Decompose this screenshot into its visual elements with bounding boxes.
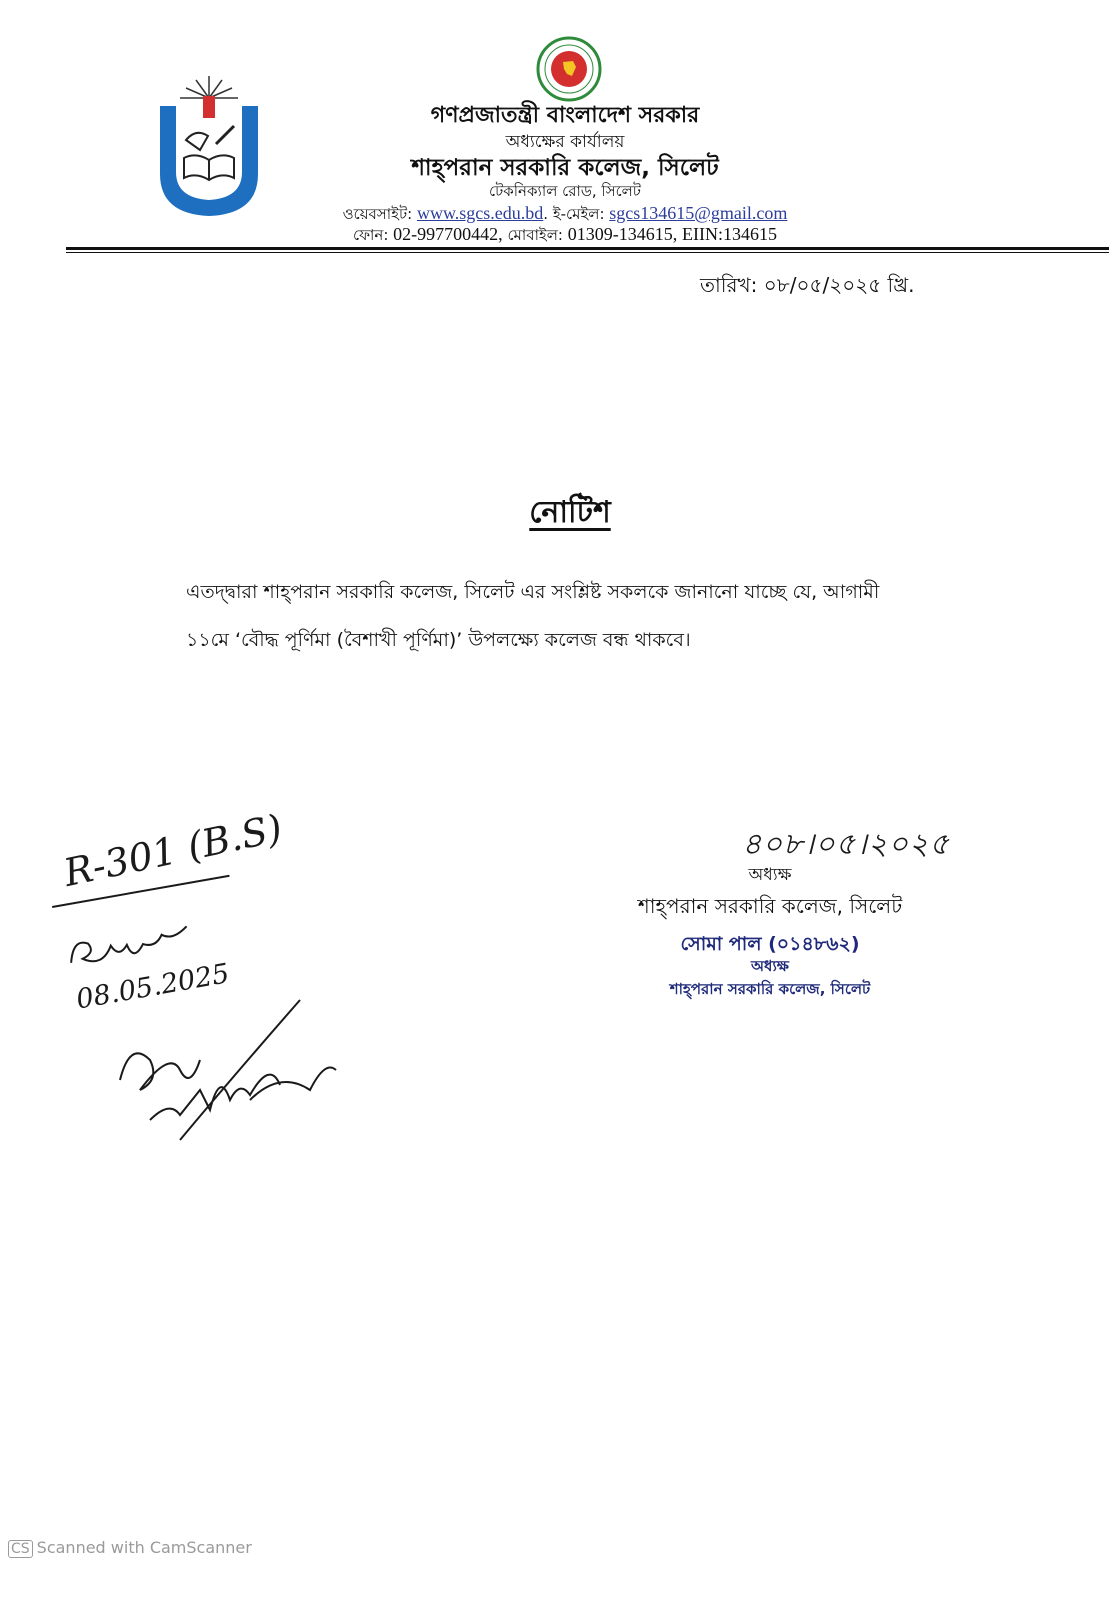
handwritten-initials-icon — [110, 990, 350, 1150]
handwritten-received-date: 08.05.2025 — [74, 958, 232, 1016]
government-seal-icon — [536, 36, 602, 102]
mobile-number: 01309-134615, — [567, 224, 678, 244]
mobile-label: মোবাইল: — [507, 226, 563, 244]
email-link[interactable]: sgcs134615@gmail.com — [609, 203, 788, 223]
header-divider-thin — [66, 252, 1109, 253]
stamp-role: অধ্যক্ষ — [751, 957, 789, 975]
header-college-name: শাহ্পরান সরকারি কলেজ, সিলেট — [411, 155, 719, 181]
website-link[interactable]: www.sgcs.edu.bd — [416, 203, 544, 223]
header-contact-web: ওয়েবসাইট: www.sgcs.edu.bd. ই-মেইল: sgcs134615@gmail.com — [342, 203, 788, 223]
website-label: ওয়েবসাইট: — [342, 205, 413, 223]
phone-label: ফোন: — [352, 226, 389, 244]
signature-title: অধ্যক্ষ — [748, 865, 792, 885]
signature-handwritten-date: ৪০৮।০৫।২০২৫ — [742, 827, 950, 862]
signature-college: শাহ্পরান সরকারি কলেজ, সিলেট — [637, 894, 903, 918]
notice-date: তারিখ: ০৮/০৫/২০২৫ খ্রি. — [700, 273, 915, 297]
email-label: ই-মেইল: — [552, 205, 605, 223]
header-government: গণপ্রজাতন্ত্রী বাংলাদেশ সরকার — [430, 103, 700, 128]
header-address: টেকনিক্যাল রোড, সিলেট — [489, 182, 641, 200]
notice-title: নোটিশ — [529, 495, 611, 530]
notice-body-line-1: এতদ্দ্বারা শাহ্পরান সরকারি কলেজ, সিলেট এর সংশ্লিষ্ট সকলকে জানানো যাচ্ছে যে, আগামী — [186, 581, 880, 603]
stamp-college: শাহ্পরান সরকারি কলেজ, সিলেট — [669, 980, 871, 998]
handwritten-reference: R-301 (B.S) — [60, 805, 287, 896]
header-contact-phone — [300, 224, 830, 249]
scanner-text: Scanned with CamScanner — [36, 1538, 252, 1557]
eiin-number: EIIN:134615 — [682, 224, 777, 244]
camscanner-badge: CS — [8, 1540, 33, 1558]
college-logo-icon — [156, 74, 262, 222]
header-divider — [66, 247, 1109, 250]
phone-number: 02-997700442, — [393, 224, 503, 244]
stamp-name: সোমা পাল (০১৪৮৬২) — [680, 933, 860, 955]
notice-body-line-2: ১১মে ‘বৌদ্ধ পূর্ণিমা (বৈশাখী পূর্ণিমা)’ উপলক্ষ্যে কলেজ বন্ধ থাকবে। — [186, 629, 691, 651]
header-office: অধ্যক্ষের কার্যালয় — [505, 132, 625, 152]
scanner-watermark — [8, 1538, 252, 1558]
